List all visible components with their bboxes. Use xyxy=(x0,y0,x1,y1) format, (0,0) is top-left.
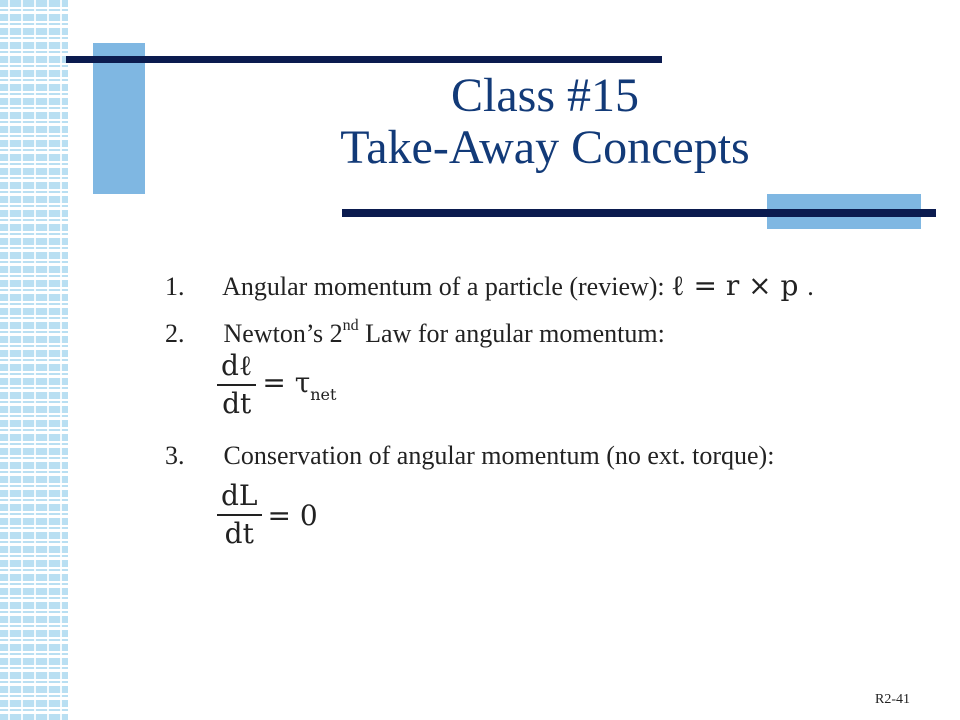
item-superscript: nd xyxy=(342,317,359,334)
item-text-rest: Law for angular momentum: xyxy=(358,319,665,348)
item-text: Newton’s 2 xyxy=(223,319,343,348)
title-line-1: Class #15 xyxy=(450,69,639,122)
bottom-accent-line xyxy=(342,209,936,217)
item-number: 3. xyxy=(165,441,185,470)
left-stripe-decoration xyxy=(0,0,68,720)
equation-rhs: = 0 xyxy=(267,498,318,532)
fraction-denominator: dt xyxy=(222,387,252,420)
item-text: Angular momentum of a particle (review): xyxy=(222,272,665,301)
angular-momentum-formula xyxy=(671,269,807,302)
formula-text: ℓ = r × p xyxy=(671,269,799,302)
list-item xyxy=(165,310,665,350)
fraction xyxy=(217,478,262,552)
item-trail: . xyxy=(807,272,814,301)
fraction-denominator: dt xyxy=(224,517,254,550)
list-item xyxy=(165,270,814,303)
fraction xyxy=(217,348,256,422)
list-item xyxy=(165,440,774,472)
equation-rhs xyxy=(262,366,336,404)
title-line-2: Take-Away Concepts xyxy=(340,121,750,174)
fraction-numerator: dℓ xyxy=(217,348,256,386)
slide-title xyxy=(180,70,910,174)
top-accent-block xyxy=(93,43,145,194)
item-text: Conservation of angular momentum (no ext. torque): xyxy=(223,441,775,470)
slide-number: R2-41 xyxy=(875,692,910,707)
item-number: 1. xyxy=(165,272,185,301)
rhs-subscript: net xyxy=(310,385,337,404)
rhs-text: = τ xyxy=(262,366,311,399)
top-accent-line xyxy=(66,56,662,63)
newton-second-law-equation xyxy=(217,348,336,422)
conservation-equation xyxy=(217,478,318,552)
item-number: 2. xyxy=(165,319,185,348)
fraction-numerator: dL xyxy=(217,478,262,516)
